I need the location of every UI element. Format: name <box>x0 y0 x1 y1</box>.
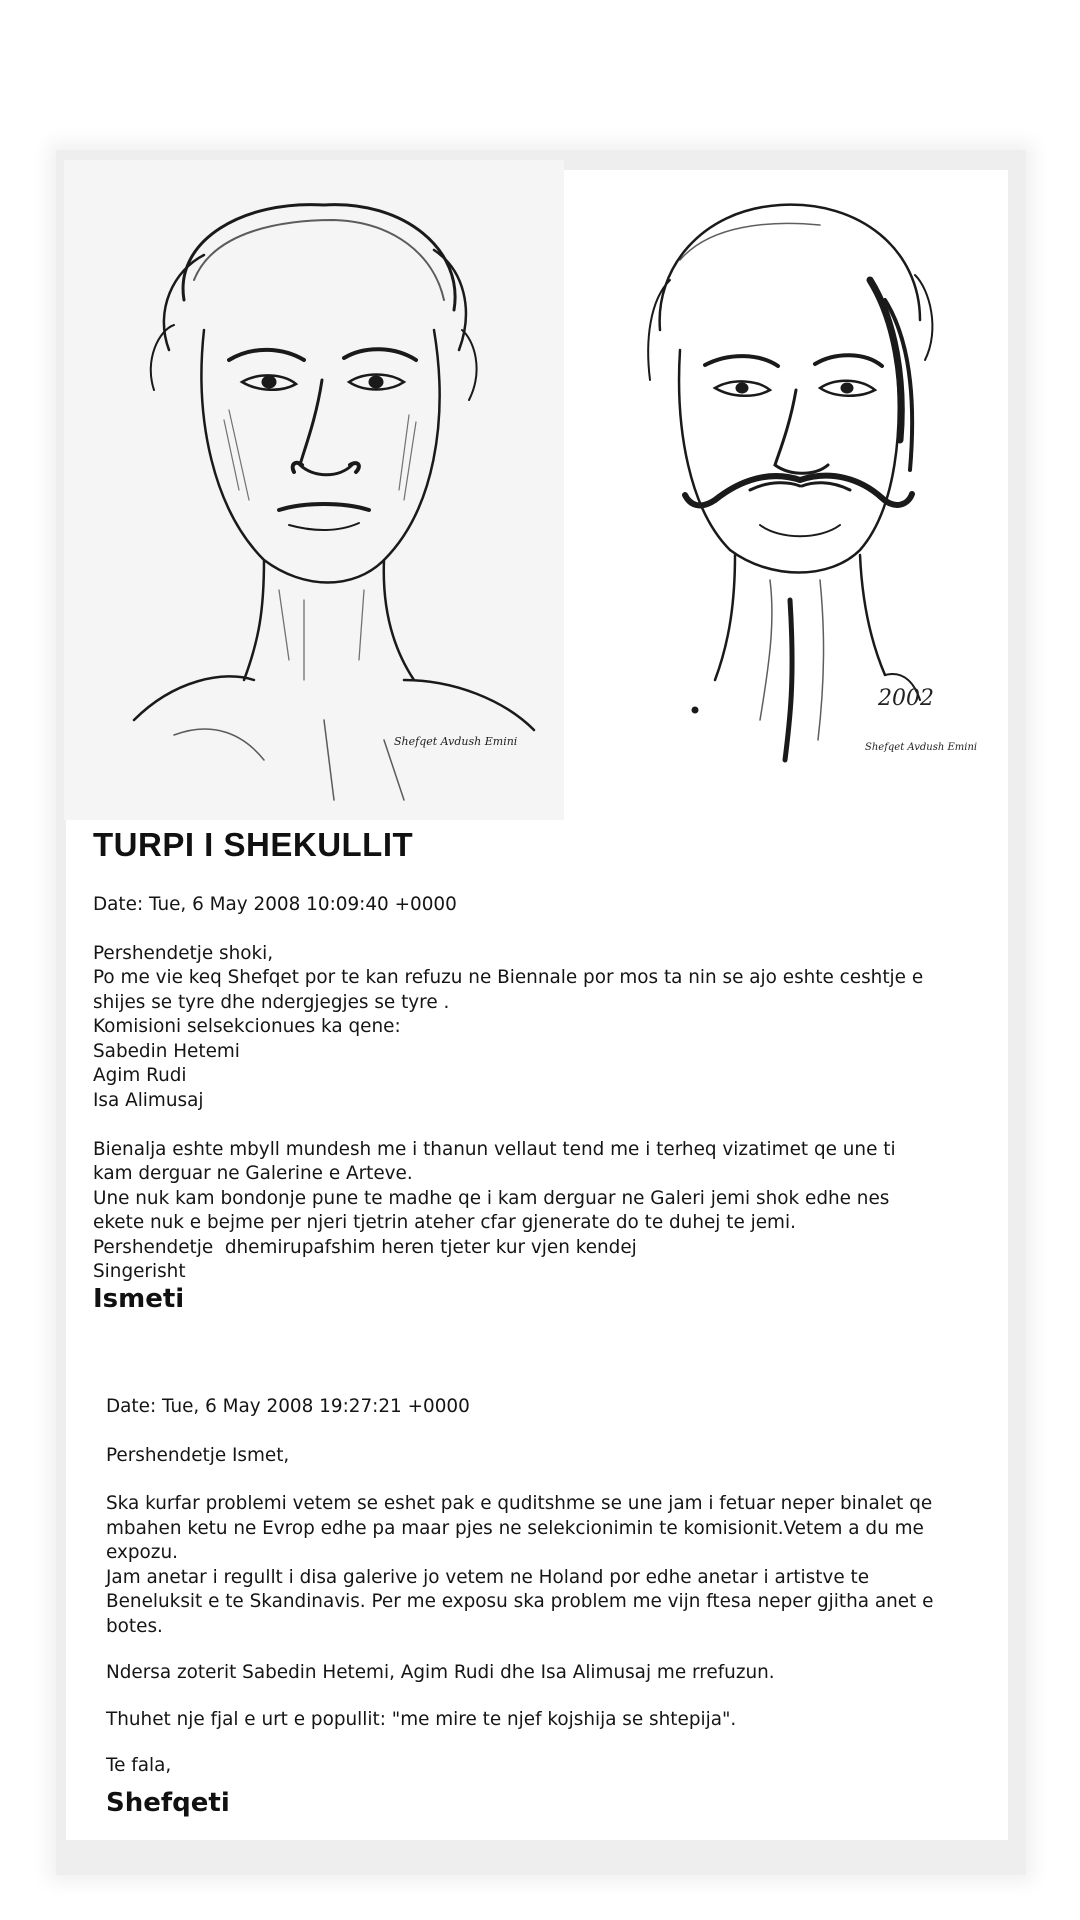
email-line: Ska kurfar problemi vetem se eshet pak e quditshme se une jam i fetuar neper binalet qe <box>106 1493 933 1514</box>
email-line: Jam anetar i regullt i disa galerive jo vetem ne Holand por edhe anetar i artistve te <box>106 1566 870 1588</box>
email-line: Thuhet nje fjal e urt e popullit: "me mire te njef kojshija se shtepija". <box>106 1708 737 1730</box>
email-line: Beneluksit e te Skandinavis. Per me exposu ska problem me vijn ftesa neper gjitha anet e <box>106 1591 934 1612</box>
left-portrait-sketch <box>64 160 564 820</box>
paragraph-gap <box>106 1686 1006 1708</box>
email-line: Komisioni selsekcionues ka qene: <box>93 1016 401 1037</box>
email-line: botes. <box>106 1615 163 1637</box>
paragraph-gap <box>106 1732 1006 1754</box>
right-portrait-sketch <box>620 180 1005 780</box>
email-line: shijes se tyre dhe ndergjegjes se tyre . <box>93 991 450 1013</box>
left-portrait-signature: Shefqet Avdush Emini <box>394 735 518 748</box>
email-line: expozu. <box>106 1542 178 1563</box>
email-line: Singerisht <box>93 1261 186 1282</box>
right-portrait-drawing <box>620 180 1005 780</box>
email-line: Pershendetje dhemirupafshim heren tjeter kur vjen kendej <box>93 1236 637 1258</box>
spacer <box>93 918 1013 942</box>
email-line: kam derguar ne Galerine e Arteve. <box>93 1163 413 1184</box>
email-line: Te fala, <box>106 1755 172 1776</box>
right-portrait-signature: Shefqet Avdush Emini <box>865 742 978 753</box>
left-portrait-drawing <box>64 160 564 820</box>
email-line: Agim Rudi <box>93 1065 187 1086</box>
email-line: Isa Alimusaj <box>93 1089 204 1111</box>
email-line <box>93 1113 1013 1138</box>
spacer <box>106 1468 1006 1492</box>
email-ismeti <box>93 893 1013 1314</box>
email-line: Ndersa zoterit Sabedin Hetemi, Agim Rudi dhe Isa Alimusaj me rrefuzun. <box>106 1662 775 1683</box>
email-line: Une nuk kam bondonje pune te madhe qe i kam derguar ne Galeri jemi shok edhe nes <box>93 1187 890 1209</box>
paragraph-gap <box>106 1639 1006 1661</box>
email-line: Po me vie keq Shefqet por te kan refuzu ne Biennale por mos ta nin se ajo eshte ceshtje e <box>93 967 924 988</box>
email-body <box>93 942 1013 1285</box>
right-portrait-inscription: 2002 <box>878 686 934 711</box>
email-line: Pershendetje shoki, <box>93 942 274 964</box>
email-body <box>106 1492 1006 1779</box>
spacer <box>106 1779 1006 1789</box>
email-greeting: Pershendetje Ismet, <box>106 1444 290 1466</box>
email-line: Bienalja eshte mbyll mundesh me i thanun vellaut tend me i terheq vizatimet qe une ti <box>93 1138 896 1160</box>
email-date: Date: Tue, 6 May 2008 19:27:21 +0000 <box>106 1396 470 1417</box>
email-signature: Ismeti <box>93 1283 185 1314</box>
email-line: ekete nuk e bejme per njeri tjetrin ateher cfar gjenerate do te duhej te jemi. <box>93 1212 796 1233</box>
spacer <box>106 1420 1006 1444</box>
email-line: mbahen ketu ne Evrop edhe pa maar pjes ne selekcionimin te komisionit.Vetem a du me <box>106 1517 924 1539</box>
email-date: Date: Tue, 6 May 2008 10:09:40 +0000 <box>93 894 457 915</box>
email-line: Sabedin Hetemi <box>93 1040 240 1062</box>
email-shefqeti <box>106 1395 1006 1818</box>
email-signature: Shefqeti <box>106 1787 230 1818</box>
page-title: TURPI I SHEKULLIT <box>93 826 414 863</box>
